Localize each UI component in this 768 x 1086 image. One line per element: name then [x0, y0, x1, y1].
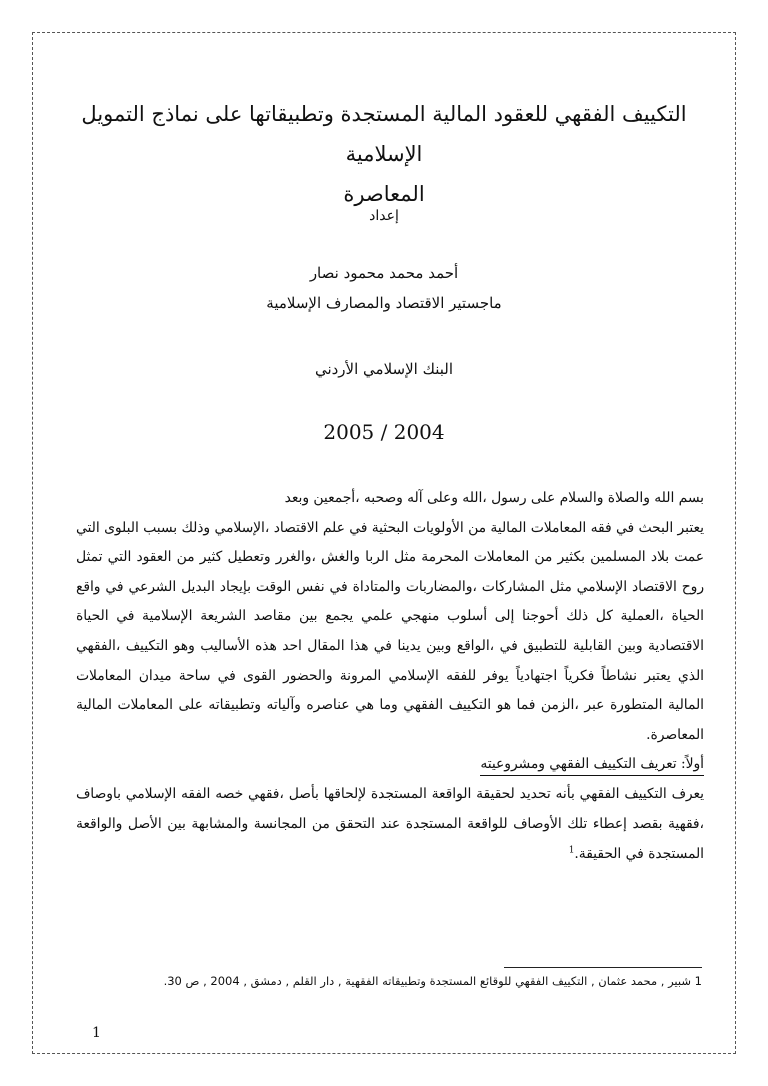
basmala-paragraph: بسم الله والصلاة والسلام على رسول ،الله وعلى آله وصحبه ،أجمعين وبعد [284, 490, 704, 506]
footnote-separator [504, 967, 702, 968]
section-heading-wrap [76, 750, 704, 780]
intro-paragraph: يعتبر البحث في فقه المعاملات المالية من الأولويات البحثية في علم الاقتصاد ،الإسلامي وذلك بسبب البلوى التي عمت بلاد المسلمين بكثير من المعاملات المحرمة مثل الربا والغش ،والغرر وتعطيل كثير من العقود التي تمثل روح الاقتصاد الإسلامي مثل المشاركات ،والمضاربات والمتاداة في نفس الوقت بإيجاد البديل الشرعي في واقع الحياة ،العملية كل ذلك أحوجنا إلى أسلوب منهجي علمي يجمع بين مقاصد الشريعة الإسلامية في الحياة الاقتصادية وبين القابلية للتطبيق في ،الواقع وبين يدينا في هذا المقال احد هذه الأساليب وهو التكييف ،الفقهي الذي يعتبر نشاطاً فكرياً اجتهادياً يوفر للفقه الإسلامي المرونة والحضور القوى في ساحة ميدان المعاملات المالية المتطورة عبر ،الزمن فما هو التكييف الفقهي وما هي عناصره وآلياته وتطبيقاته على المعاملات المالية المعاصرة. [76, 519, 704, 743]
footnote: 1 شبير , محمد عثمان , التكييف الفقهي للوقائع المستجدة وتطبيقاته الفقهية , دار القلم , دمشق , 2004 , ص 30. [163, 974, 702, 988]
title-line-1: التكييف الفقهي للعقود المالية المستجدة وتطبيقاتها على نماذج التمويل الإسلامية [81, 102, 687, 166]
prepared-by-label: إعداد [369, 208, 399, 224]
document-body [76, 484, 704, 869]
section-1 [76, 780, 704, 869]
section-paragraph-text: يعرف التكييف الفقهي بأنه تحديد لحقيقة الواقعة المستجدة لإلحاقها بأصل ،فقهي خصه الفقه الإسلامي باوصاف ،فقهية بقصد إعطاء تلك الأوصاف للواقعة المستجدة عند التحقق من المجانسة والمشابهة بين الأصل والواقعة المستجدة في الحقيقة. [76, 786, 704, 862]
institution-name: البنك الإسلامي الأردني [314, 360, 454, 378]
section-heading: أولاً: تعريف التكييف الفقهي ومشروعيته [480, 753, 704, 776]
page-number: 1 [92, 1025, 101, 1041]
title-line-2: المعاصرة [343, 182, 425, 206]
section-paragraph [76, 780, 704, 869]
document-title [60, 94, 708, 214]
author-name: أحمد محمد محمود نصار [309, 264, 459, 282]
author-degree: ماجستير الاقتصاد والمصارف الإسلامية [266, 294, 502, 312]
footnote-reference[interactable]: 1 [568, 844, 575, 855]
document-year: 2005 / 2004 [323, 420, 445, 444]
